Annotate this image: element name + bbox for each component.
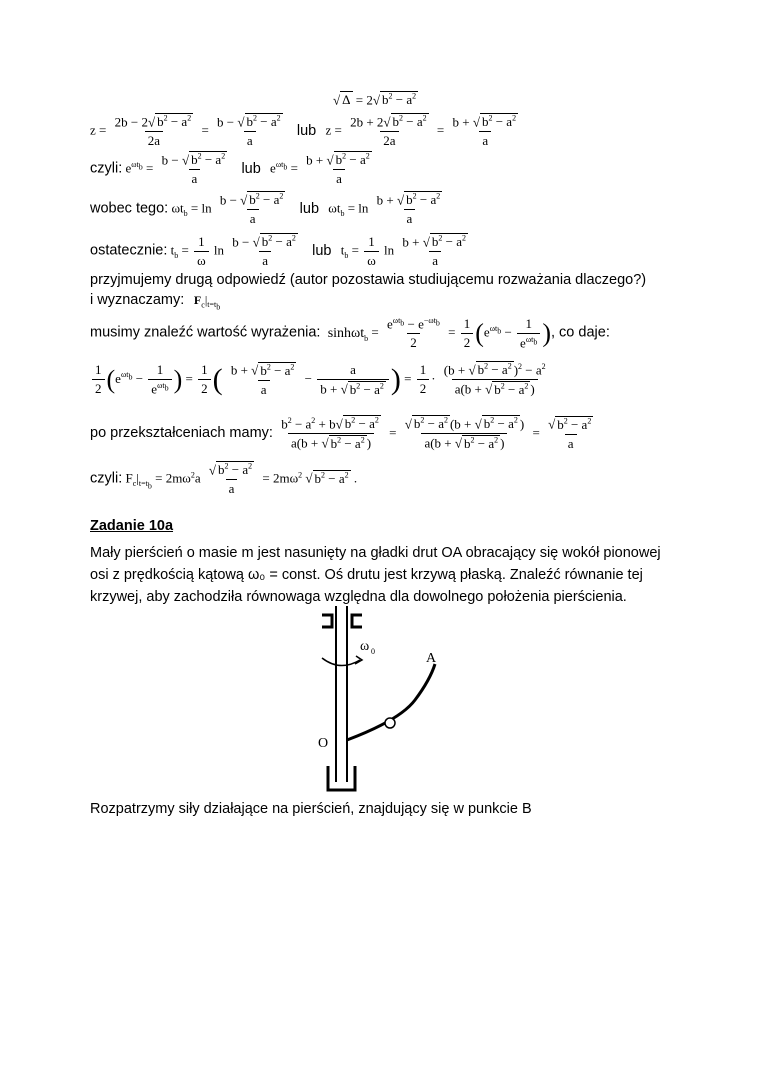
label-A: A	[426, 651, 437, 666]
lub-text-4: lub	[312, 242, 332, 259]
label-omega: ω	[360, 639, 370, 654]
wire-curve	[347, 664, 435, 740]
eq-z-solutions: z = $\frac{2b - 2√ b^2 - a^2}{2a}$ = $\frac{b - √ b^2 - a^2}{a}$ lub z = $\frac{2b + 2√ b^2 - a^2}{2a}$ = $\frac{b + √ b^2 - a^2}{a}$	[90, 114, 517, 149]
top-bearing-bracket	[322, 615, 362, 627]
musimy-text: musimy znaleźć wartość wyrażenia:	[90, 324, 321, 341]
closing-text: Rozpatrzymy siły działające na pierścień, znajdujący się w punkcie B	[90, 801, 532, 817]
eq-sqrt-delta: √ Δ = 2√ $b^2 - a^2$	[333, 92, 417, 108]
eq-transform: po przekształceniach mamy: $\frac{b^2 - a^2 + b√ b^2 - a^2}{a(b + √ b^2 - a^2 )}$ = $\frac{√ b^2 - a^2 (b + √ b^2 - a^2 )}{a(b + √ b^2 - a^2 )}$ = $\frac{√ b^2 - a^2}{a}$	[90, 416, 592, 451]
co-daje-text: , co daje:	[551, 324, 610, 341]
ring	[385, 718, 395, 728]
wobec-label: wobec tego:	[90, 200, 169, 217]
rotation-arrowhead	[355, 656, 362, 664]
przyjmujemy-text: przyjmujemy drugą odpowiedź (autor pozostawia studiującemu rozważania dlaczego?)	[90, 272, 647, 288]
wyznaczamy-row: i wyznaczamy: $F_c|_{t=t_b}$	[90, 292, 221, 312]
eq-wobec-tego: wobec tego: $\omega t_b = \ln$ $\frac{b - √ b^2 - a^2}{a}$ lub $\omega t_b = \ln$ $\frac{b + √ b^2 - a^2}{a}$	[90, 192, 441, 227]
label-omega-sub: 0	[371, 647, 375, 656]
lub-text-2: lub	[241, 160, 261, 177]
po-przeksztalceniach-text: po przekształceniach mamy:	[90, 424, 273, 441]
eq-final-force: czyli: $F_c|_{t=t_b} = 2m\omega^2a$ $\frac{√ b^2 - a^2}{a}$ = $2m\omega^2$ √ $b^2 - a^2$ .	[90, 462, 358, 497]
czyli-label-2: czyli:	[90, 470, 123, 487]
lub-text-3: lub	[299, 200, 320, 217]
eq-czyli-exp: czyli: $e^{\omega t_b}$ = $\frac{b - √ b^2 - a^2}{a}$ lub $e^{\omega t_b}$ = $\frac{b + √ b^2 - a^2}{a}$	[90, 152, 370, 187]
lub-text-1: lub	[296, 122, 317, 139]
bottom-bearing	[328, 766, 355, 790]
rotation-arrow	[322, 658, 360, 666]
section-title: Zadanie 10a	[90, 518, 174, 534]
label-O: O	[318, 736, 329, 751]
ostatecznie-label: ostatecznie:	[90, 242, 168, 259]
eq-ostatecznie: ostatecznie: $t_b$ = $\frac{1}{\omega}$ ln $\frac{b - √ b^2 - a^2}{a}$ lub $t_b$ = $\frac{1}{\omega}$ ln $\frac{b + √ b^2 - a^2}{a}$	[90, 234, 466, 269]
czyli-label-1: czyli:	[90, 160, 123, 177]
wyznaczamy-text: i wyznaczamy:	[90, 292, 185, 308]
eq-sinh: musimy znaleźć wartość wyrażenia: sinhωt$_b$ = $\frac{e^{\omega t_b} - e^{-\omega t_b}}{2}$ = $\frac{1}{2}$ ($e^{\omega t_b}$ − $\frac{1}{e^{\omega t_b}}$ ), co daje:	[90, 316, 610, 351]
problem-paragraph: Mały pierścień o masie m jest nasunięty na gładki drut OA obracający się wokół pionowej osi z prędkością kątową ω₀ = const. Oś drutu jest krzywą płaską. Znaleźć równanie tej krzywej, aby zachodziła równowaga względna dla dowolnego położenia pierścienia.	[90, 545, 661, 605]
eq-expansion: $\frac{1}{2}$ ($e^{\omega t_b}$ − $\frac{1}{e^{\omega t_b}}$ ) = $\frac{1}{2}$ ( $\frac{b + √ b^2 - a^2}{a}$ − $\frac{a}{b + √ b^2 - a^2}$ ) = $\frac{1}{2}$ · $\frac{(b + √ b^2 - a^2 )^2 - a^2}{a(b + √ b^2 - a^2 )}$	[90, 362, 551, 398]
